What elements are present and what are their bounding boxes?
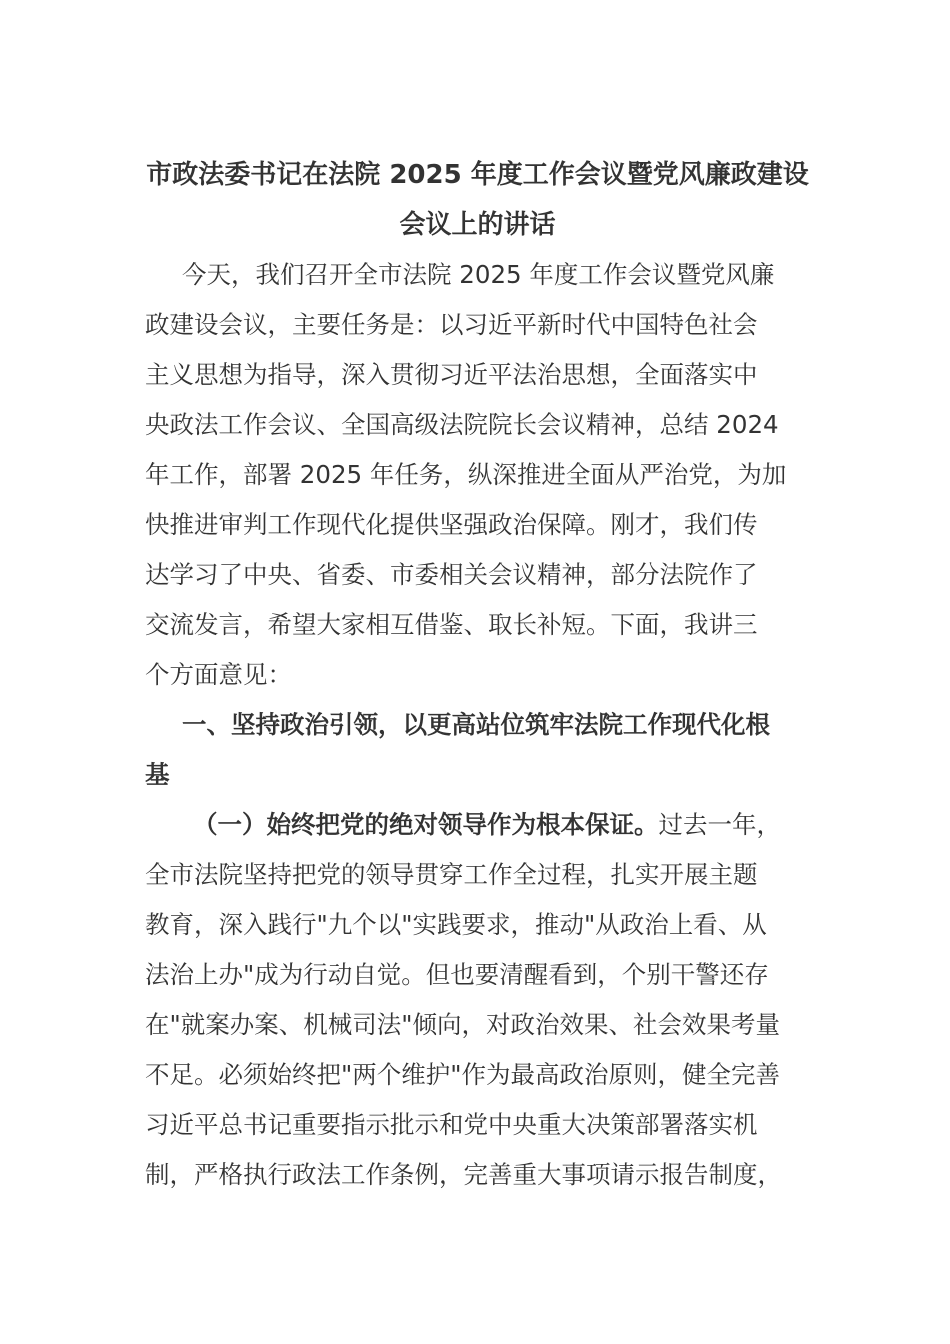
title-line: 市政法委书记在法院 2025 年度工作会议暨党风廉政建设 — [146, 160, 809, 190]
text-line: 教育，深入践行"九个以"实践要求，推动"从政治上看、从 — [145, 910, 767, 939]
title-line: 会议上的讲话 — [399, 210, 556, 240]
section-heading — [145, 700, 810, 800]
heading-line: 基 — [145, 760, 170, 789]
text-line: 快推进审判工作现代化提供坚强政治保障。刚才，我们传 — [145, 510, 758, 539]
text-line: 交流发言，希望大家相互借鉴、取长补短。下面，我讲三 — [145, 610, 758, 639]
intro-paragraph — [145, 250, 810, 700]
text-line — [145, 800, 810, 850]
text-line: 不足。必须始终把"两个维护"作为最高政治原则，健全完善 — [145, 1060, 781, 1089]
text-line: 达学习了中央、省委、市委相关会议精神，部分法院作了 — [145, 560, 758, 589]
document-title — [145, 150, 810, 250]
document-page — [145, 150, 810, 1200]
subsection-lead-tail: 过去一年， — [658, 810, 781, 839]
heading-line: 一、坚持政治引领，以更高站位筑牢法院工作现代化根 — [182, 710, 770, 739]
text-line: 政建设会议，主要任务是：以习近平新时代中国特色社会 — [145, 310, 758, 339]
text-line: 在"就案办案、机械司法"倾向，对政治效果、社会效果考量 — [145, 1010, 781, 1039]
text-line: 主义思想为指导，深入贯彻习近平法治思想，全面落实中 — [145, 360, 758, 389]
text-line: 今天，我们召开全市法院 2025 年度工作会议暨党风廉 — [182, 260, 775, 289]
text-line: 年工作，部署 2025 年任务，纵深推进全面从严治党，为加 — [145, 460, 787, 489]
subsection-paragraph — [145, 800, 810, 1200]
text-line: 央政法工作会议、全国高级法院院长会议精神，总结 2024 — [145, 410, 779, 439]
text-line: 制，严格执行政法工作条例，完善重大事项请示报告制度， — [145, 1160, 782, 1189]
subsection-heading: （一）始终把党的绝对领导作为根本保证。 — [193, 810, 659, 839]
text-line: 法治上办"成为行动自觉。但也要清醒看到，个别干警还存 — [145, 960, 769, 989]
text-line: 个方面意见： — [145, 660, 292, 689]
text-line: 全市法院坚持把党的领导贯穿工作全过程，扎实开展主题 — [145, 860, 758, 889]
text-line: 习近平总书记重要指示批示和党中央重大决策部署落实机 — [145, 1110, 758, 1139]
